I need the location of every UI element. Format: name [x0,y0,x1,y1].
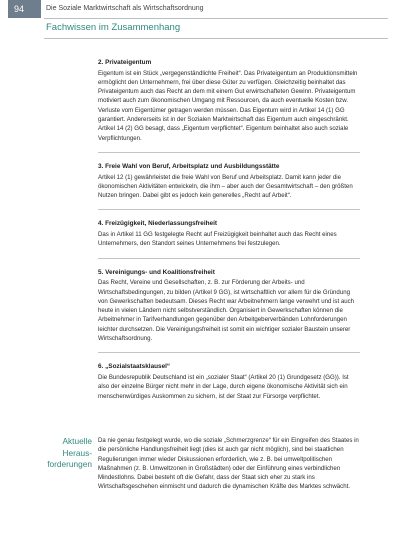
section-divider [98,209,360,210]
section-divider [98,152,360,153]
section-body: Eigentum ist ein Stück „vergegenständlichte Freiheit“. Das Privateigentum an Produktionsmitteln ermöglicht den Unternehmern, frei über diese Güter zu verfügen. Gleichzeitig beinhaltet das Privateigentum auch das Recht an dem mit einem Gut erwirtschafteten Gewinn. Privateigentum motiviert auch zum ökonomischen Umgang mit Ressourcen, da auch eventuelle Kosten bzw. Verluste vom Eigentümer getragen werden müssen. Das Eigentum wird in Artikel 14 (1) GG garantiert. Andererseits ist in der Sozialen Marktwirtschaft das Eigentum auch eingeschränkt. Artikel 14 (2) GG besagt, dass „Eigentum verpflichtet“. Eigentum beinhaltet also auch soziale Verpflichtungen. [98,69,358,142]
section-body: Die Bundesrepublik Deutschland ist ein „sozialer Staat“ (Artikel 20 (1) Grundgesetz (GG)). Ist also der einzelne Bürger nicht mehr in der Lage, durch eigene ökonomische Aktivität sich ein menschenwürdiges Auskommen zu sichern, ist der Staat zur Fürsorge verpflichtet. [98,373,349,400]
section-body: Das in Artikel 11 GG festgelegte Recht auf Freizügigkeit beinhaltet auch das Recht eines Unternehmers, den Standort seines Unternehmens frei festzulegen. [98,231,337,248]
section-heading: 4. Freizügigkeit, Niederlassungsfreiheit [98,220,217,228]
section-heading: 6. „Sozialstaatsklausel“ [98,363,171,371]
section-divider [98,258,360,259]
section-privateigentum [98,58,360,143]
section-rule [44,38,388,39]
header-rule [44,18,388,19]
section-body: Das Recht, Vereine und Gesellschaften, z. B. zur Förderung der Arbeits- und Wirtschaftsbedingungen, zu bilden (Artikel 9 GG), ist wirtschaftlich vor allem für die Gründung von Gewerkschaften bedeutsam. Dieses Recht war Arbeitnehmern lange verwehrt und ist auch heute in vielen Ländern nicht selbstverständlich. Organisiert in Gewerkschaften können die Arbeitnehmer in Tarifverhandlungen gegenüber den Arbeitgeberverbänden Lohnforderungen leichter durchsetzen. Die Vereinigungsfreiheit ist somit ein wichtiger sozialer Baustein unserer Wirtschaftsordnung. [98,279,355,343]
aside-label [20,436,92,471]
section-heading: 3. Freie Wahl von Beruf, Arbeitsplatz und Ausbildungsstätte [98,162,280,170]
section-heading: 5. Vereinigungs- und Koalitionsfreiheit [98,268,215,276]
running-title: Die Soziale Marktwirtschaft als Wirtschaftsordnung [46,5,204,12]
aside-body: Da nie genau festgelegt wurde, wo die soziale „Schmerzgrenze“ für ein Eingreifen des Staates in die persönliche Handlungsfreiheit liegt (dies ist auch gar nicht möglich), sind bei staatlichen Regulierungen immer wieder Diskussionen erforderlich, wie z. B. bei umweltpolitischen Maßnahmen (z. B. Umweltzonen in Großstädten) oder der Einführung eines verbindlichen Mindestlohns. Dabei besteht oft die Gefahr, dass der Staat sich eher zu stark ins Wirtschaftsgeschehen einmischt und dadurch die dynamischen Kräfte des Marktes schwächt. [98,437,359,491]
aside-text [98,436,360,492]
section-berufswahl [98,162,360,200]
aside-label-line: Heraus- [62,447,92,458]
page-number: 94 [8,0,41,18]
main-content [98,58,360,410]
aside-label-line: forderungen [47,459,92,469]
section-title: Fachwissen im Zusammenhang [46,22,181,33]
section-divider [98,352,360,353]
section-heading: 2. Privateigentum [98,59,152,66]
section-freizuegigkeit [98,219,360,248]
section-body: Artikel 12 (1) gewährleistet die freie Wahl von Beruf und Arbeitsplatz. Damit kann jeder die ökonomischen Aktivitäten entwickeln, die ihm – aber auch der Gesamtwirtschaft – den größten Nutzen bringen. Dabei gibt es jedoch kein generelles „Recht auf Arbeit“. [98,173,353,200]
section-vereinigungsfreiheit [98,268,360,344]
section-sozialstaatsklausel [98,362,360,400]
page-header [0,0,400,33]
aside-label-line: Aktuelle [62,436,92,446]
